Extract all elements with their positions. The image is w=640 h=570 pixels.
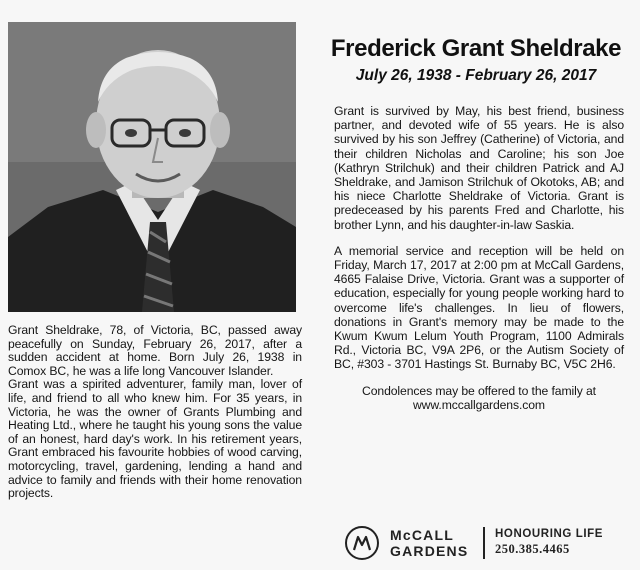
mccall-gardens-logo-icon — [345, 526, 379, 560]
obituary-name-heading: Frederick Grant Sheldrake — [330, 35, 622, 62]
logo-name-line1: McCALL — [390, 527, 454, 543]
logo-wordmark — [390, 527, 468, 559]
funeral-home-logo — [340, 524, 624, 564]
logo-m-glyph — [352, 534, 372, 552]
condolences-note — [334, 384, 624, 412]
logo-name-line2: GARDENS — [390, 543, 469, 559]
logo-phone: 250.385.4465 — [495, 542, 570, 556]
portrait-illustration — [8, 22, 296, 312]
life-dates: July 26, 1938 - February 26, 2017 — [355, 67, 597, 84]
obituary-right-column — [334, 104, 624, 412]
intro-paragraph: Grant Sheldrake, 78, of Victoria, BC, passed away peacefully on Sunday, February 26, 2017, after a sudden accident at home. Born July 26, 1938 in Comox BC, he was a life long Vancouver Islander. — [8, 323, 302, 378]
logo-tagline: HONOURING LIFE — [495, 528, 604, 540]
survivors-paragraph: Grant is survived by May, his best friend, business partner, and devoted wife of 55 years. He is also survived by his son Jeffrey (Catherine) of Victoria, and their children Nicholas and Caroline; his son Joe (Kathryn Strilchuk) and their children Patrick and AJ Sheldrake, and Jamison Strilchuk of Okotoks, AB; and his niece Charlotte Sheldrake of Victoria. Grant is predeceased by his parents Fred and Charlotte, his brother Lynn, and his daughter-in-law Saskia. — [334, 104, 624, 232]
logo-contact — [495, 528, 603, 557]
condolences-link: www.mccallgardens.com — [412, 397, 545, 412]
obituary-left-column — [8, 324, 302, 501]
portrait-photo — [8, 22, 296, 312]
logo-divider — [483, 527, 485, 559]
memorial-paragraph: A memorial service and reception will be held on Friday, March 17, 2017 at 2:00 pm at McCall Gardens, 4665 Falaise Drive, Victoria. Grant was a supporter of education, especially for young people working hard to overcome life's challenges. In lieu of flowers, donations in Grant's memory may be made to the Kwum Kwum Lelum Youth Program, 1100 Admirals Rd., Victoria BC, V9A 2P6, or the Autism Society of BC, #303 - 3701 Hastings St. Burnaby BC, V5C 2H6. — [334, 243, 624, 372]
life-paragraph: Grant was a spirited adventurer, family man, lover of life, and friend to all who knew him. For 35 years, in Victoria, he was the owner of Grants Plumbing and Heating Ltd., where he taught his young sons the value of an honest, hard day's work. In his retirement years, Grant embraced his favourite hobbies of wood carving, motorcycling, travel, gardening, lending a hand and advice to family and friends with their home renovation projects. — [8, 377, 302, 501]
condolences-text: Condolences may be offered to the family at — [362, 383, 596, 398]
